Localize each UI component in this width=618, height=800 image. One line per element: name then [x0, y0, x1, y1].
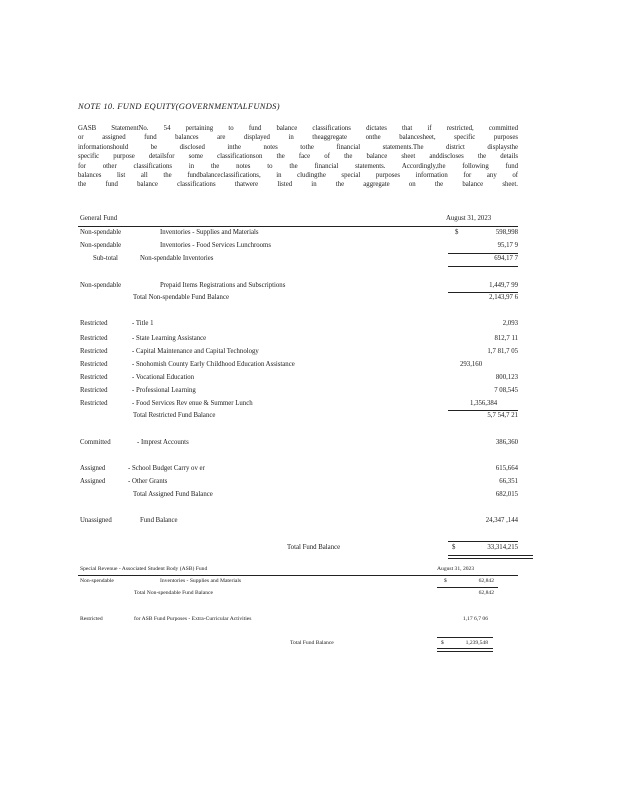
row-category: Non-spendable — [80, 229, 122, 236]
row-category: Restricted — [80, 387, 108, 394]
total-fund-balance-label: Total Fund Balance — [290, 640, 334, 646]
asb-fund-date: August 31, 2023 — [437, 566, 475, 572]
row-dollar-sign: $ — [452, 544, 456, 551]
row-category: Restricted — [80, 361, 108, 368]
row-category: Non-spendable — [80, 578, 114, 584]
grand-total-rule — [448, 541, 518, 542]
general-fund-header: General Fund — [80, 215, 118, 222]
row-amount: 62,842 — [478, 590, 494, 596]
row-category: Restricted — [80, 374, 108, 381]
row-dollar-sign: $ — [441, 640, 444, 646]
row-description: Non-spendable Inventories — [140, 255, 214, 262]
header-rule — [78, 575, 518, 576]
row-dollar-sign: $ — [444, 578, 447, 584]
row-amount: 5,7 54,7 21 — [487, 412, 518, 419]
header-rule — [78, 226, 518, 227]
row-amount: 615,664 — [495, 465, 518, 472]
row-amount: 293,160 — [460, 361, 483, 368]
row-category: Non-spendable — [80, 242, 122, 249]
row-category: Sub-total — [93, 255, 118, 262]
row-description: - State Learning Assistance — [132, 335, 207, 342]
row-category: Restricted — [80, 400, 108, 407]
row-description: Total Non-spendable Fund Balance — [134, 590, 213, 596]
row-amount: 95,17 9 — [497, 242, 518, 249]
row-amount: 812,7 11 — [494, 335, 518, 342]
row-amount: 2,143,97 6 — [489, 294, 518, 301]
row-category: Restricted — [80, 348, 108, 355]
row-amount: 2,093 — [502, 320, 518, 327]
row-description: Total Assigned Fund Balance — [133, 491, 213, 498]
row-amount: 1,7 81,7 05 — [487, 348, 518, 355]
row-category: Committed — [80, 439, 111, 446]
row-amount: 1,449,7 99 — [489, 282, 518, 289]
row-description: - Other Grants — [128, 478, 168, 485]
paragraph-line: for other classifications in the notes to the financial statements. Accordingly,the following fund — [78, 162, 518, 170]
row-amount: 598,998 — [495, 229, 518, 236]
row-description: - School Budget Carry ov er — [128, 465, 205, 472]
row-amount: 33,314,215 — [487, 544, 518, 551]
row-description: Inventories - Supplies and Materials — [160, 229, 259, 236]
row-description: Inventories - Food Services Lunchrooms — [160, 242, 271, 249]
row-description: - Capital Maintenance and Capital Technology — [132, 348, 259, 355]
row-description: for ASB Fund Purposes - Extra-Curricular Activities — [134, 616, 252, 622]
row-category: Restricted — [80, 616, 103, 622]
row-category: Assigned — [80, 465, 106, 472]
row-category: Unassigned — [80, 517, 112, 524]
paragraph-line: balances list all the fundbalanceclassifications, in cludingthe special purposes information for any of — [78, 172, 518, 180]
total-fund-balance-label: Total Fund Balance — [287, 544, 341, 551]
general-fund-date: August 31, 2023 — [446, 215, 492, 222]
row-category: Restricted — [80, 335, 108, 342]
row-amount: 24,347 ,144 — [485, 517, 518, 524]
row-amount: 7 08,545 — [494, 387, 518, 394]
subtotal-rule — [448, 253, 518, 254]
total-rule — [448, 292, 518, 293]
row-description: - Snohomish County Early Childhood Education Assistance — [132, 361, 295, 368]
grand-total-rule — [437, 637, 493, 638]
row-description: Fund Balance — [140, 517, 178, 524]
row-amount: 1,356,384 — [470, 400, 498, 407]
total-rule — [448, 410, 518, 411]
row-description: Inventories - Supplies and Materials — [160, 578, 242, 584]
note-title: NOTE 10. FUND EQUITY(GOVERNMENTALFUNDS) — [78, 101, 280, 111]
asb-fund-header: Special Revenue - Associated Student Body (ASB) Fund — [80, 566, 208, 572]
row-category: Assigned — [80, 478, 106, 485]
row-amount: 694,17 7 — [494, 255, 518, 262]
paragraph-line: or assigned fund balances are displayed in theaggregate onthe balancesheet, specific purposes — [78, 134, 518, 142]
row-description: - Professional Learning — [132, 387, 196, 394]
subtotal-rule — [448, 266, 518, 267]
paragraph-line: specific purpose detailsfor some classificationson the face of the balance sheet anddiscloses the details — [78, 153, 518, 161]
double-rule — [437, 648, 493, 652]
row-description: - Food Services Rev enue & Summer Lunch — [132, 400, 253, 407]
row-description: - Imprest Accounts — [137, 439, 189, 446]
paragraph-line: informationshould be disclosed inthe notes tothe financial statements.The district displaysthe — [78, 143, 518, 151]
row-amount: 800,123 — [495, 374, 518, 381]
row-amount: 1,17 6,7 06 — [462, 616, 488, 622]
intro-paragraph — [78, 124, 518, 190]
row-category: Restricted — [80, 320, 108, 327]
row-description: - Title 1 — [132, 320, 154, 327]
row-amount: 386,360 — [495, 439, 518, 446]
row-dollar-sign: $ — [455, 229, 459, 236]
row-category: Non-spendable — [80, 282, 122, 289]
total-rule — [437, 587, 498, 588]
paragraph-line: the fund balance classifications thatwere listed in the aggregate on the balance sheet. — [78, 181, 518, 189]
row-description: - Vocational Education — [132, 374, 195, 381]
row-description: Total Non-spendable Fund Balance — [133, 294, 229, 301]
double-rule — [448, 555, 533, 559]
row-amount: 66,351 — [499, 478, 518, 485]
row-description: Prepaid Items Registrations and Subscriptions — [160, 282, 286, 289]
paragraph-line: GASB StatementNo. 54 pertaining to fund balance classifications dictates that if restricted, committed — [78, 125, 518, 132]
row-amount: 1,239,548 — [465, 640, 488, 646]
row-amount: 682,015 — [495, 491, 518, 498]
row-amount: 62,842 — [478, 578, 494, 584]
row-description: Total Restricted Fund Balance — [133, 412, 216, 419]
